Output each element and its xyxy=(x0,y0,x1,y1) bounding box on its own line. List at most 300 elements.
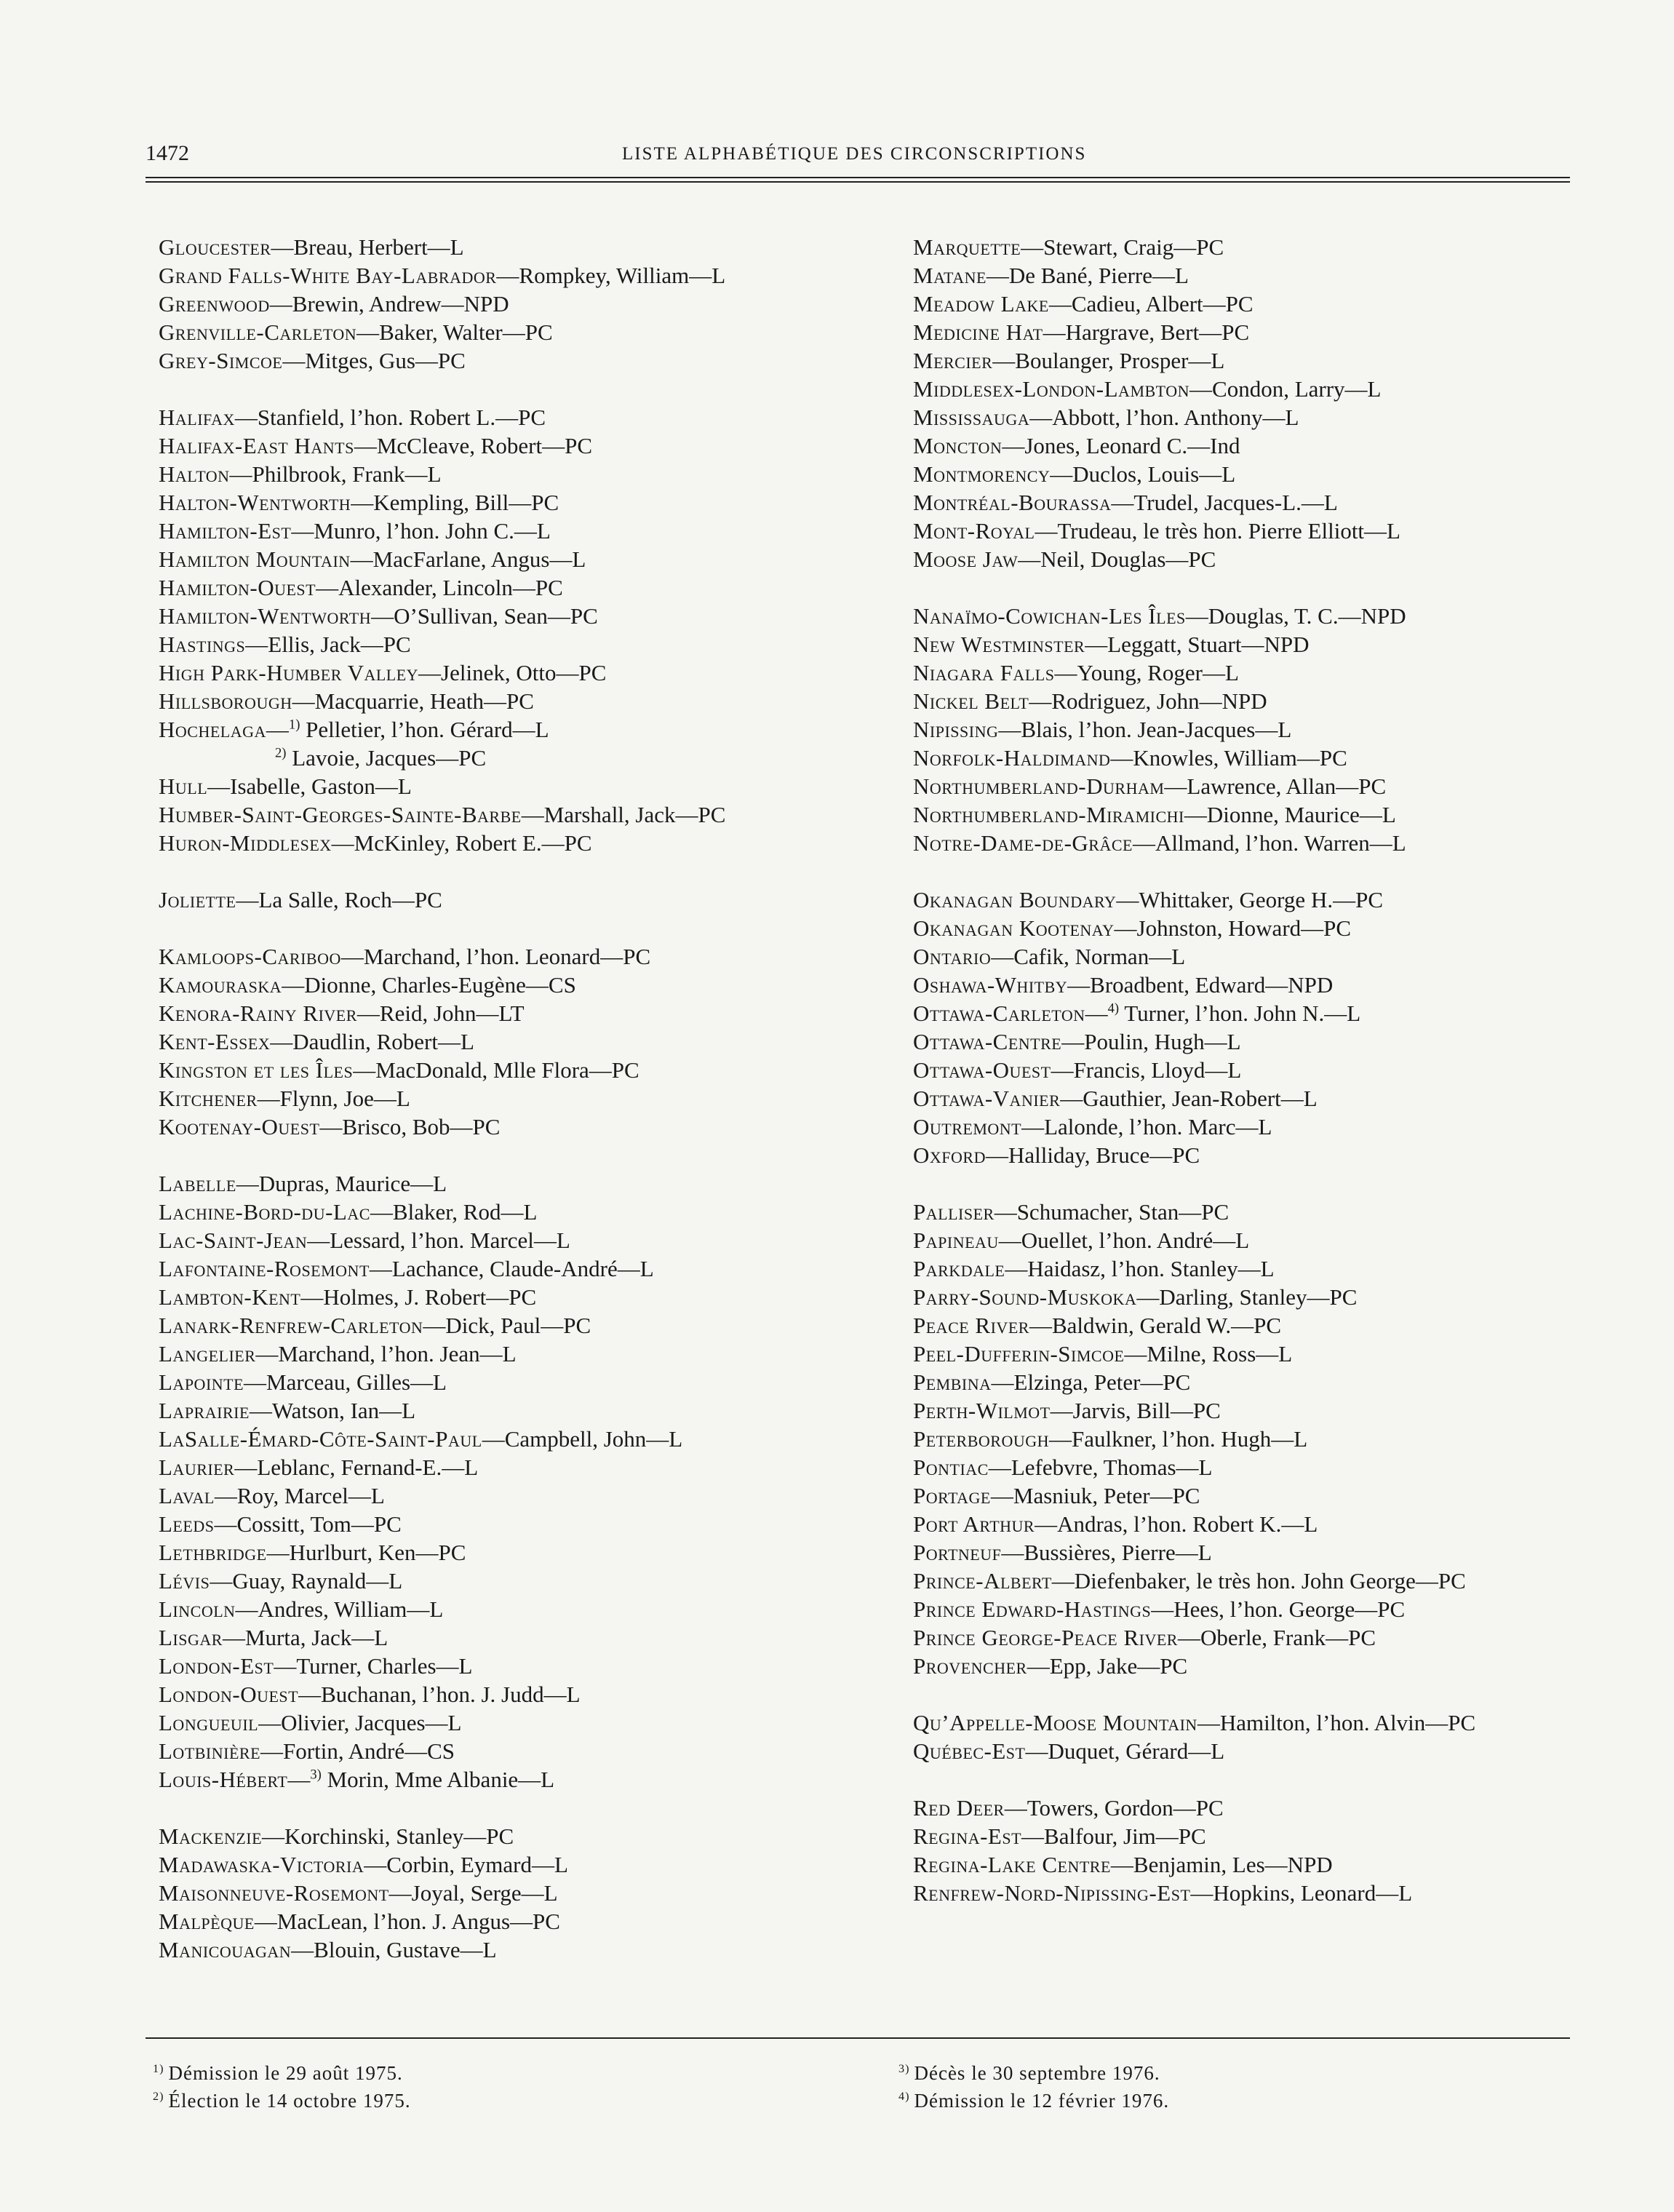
riding-name: Montréal-Bourassa xyxy=(913,490,1112,515)
riding-name: Oshawa-Whitby xyxy=(913,972,1068,998)
riding-entry xyxy=(913,1056,1597,1084)
riding-entry xyxy=(159,971,835,999)
riding-name: Renfrew-Nord-Nipissing-Est xyxy=(913,1880,1191,1906)
riding-name: Leeds xyxy=(159,1511,215,1537)
member-name: Watson, Ian—L xyxy=(271,1398,416,1423)
riding-name: Lincoln xyxy=(159,1596,236,1622)
em-dash: — xyxy=(350,546,373,572)
member-name: Lachance, Claude-André—L xyxy=(391,1256,654,1281)
member-name: Cadieu, Albert—PC xyxy=(1071,291,1253,317)
member-name: Young, Roger—L xyxy=(1077,660,1239,685)
riding-name: Grey-Simcoe xyxy=(159,348,283,373)
em-dash: — xyxy=(423,1313,446,1338)
member-name: Cafik, Norman—L xyxy=(1013,944,1186,969)
riding-name: Halton-Wentworth xyxy=(159,490,351,515)
member-name: Brisco, Bob—PC xyxy=(342,1114,501,1139)
riding-name: Maisonneuve-Rosemont xyxy=(159,1880,389,1906)
riding-name: Ottawa-Centre xyxy=(913,1029,1062,1054)
footnote-mark: 3) xyxy=(898,2062,910,2075)
riding-entry xyxy=(159,999,835,1027)
member-name: Milne, Ross—L xyxy=(1147,1341,1293,1366)
member-name: La Salle, Roch—PC xyxy=(258,887,442,912)
member-name: Francis, Lloyd—L xyxy=(1073,1057,1242,1083)
section-gap xyxy=(913,1765,1597,1794)
riding-name: Mont-Royal xyxy=(913,518,1035,544)
riding-name: Lisgar xyxy=(159,1625,223,1650)
riding-name: Manicouagan xyxy=(159,1937,292,1962)
riding-entry xyxy=(913,1822,1597,1850)
em-dash: — xyxy=(214,1483,237,1508)
em-dash: — xyxy=(1061,1029,1085,1054)
em-dash: — xyxy=(1002,433,1025,458)
riding-name: Niagara Falls xyxy=(913,660,1055,685)
em-dash: — xyxy=(370,1199,393,1225)
em-dash: — xyxy=(1051,1057,1074,1083)
em-dash: — xyxy=(1050,1398,1073,1423)
em-dash: — xyxy=(1136,1284,1160,1310)
riding-name: Ontario xyxy=(913,944,992,969)
riding-name: High Park-Humber Valley xyxy=(159,660,419,685)
em-dash: — xyxy=(236,887,259,912)
footnote-text: Démission le 12 février 1976. xyxy=(914,2090,1170,2112)
em-dash: — xyxy=(1164,773,1187,799)
riding-entry xyxy=(913,659,1597,687)
riding-name: Qu’Appelle-Moose Mountain xyxy=(913,1710,1197,1735)
riding-entry xyxy=(159,1708,835,1737)
riding-name: Okanagan Kootenay xyxy=(913,915,1115,941)
em-dash: — xyxy=(1029,688,1052,714)
em-dash: — xyxy=(282,348,306,373)
em-dash: — xyxy=(1049,1426,1072,1452)
member-name: Jarvis, Bill—PC xyxy=(1072,1398,1221,1423)
em-dash: — xyxy=(331,830,354,856)
riding-name: Kamloops-Cariboo xyxy=(159,944,341,969)
member-name: Blouin, Gustave—L xyxy=(314,1937,497,1962)
riding-name: Grand Falls-White Bay-Labrador xyxy=(159,263,497,288)
riding-entry xyxy=(913,261,1597,290)
footnote xyxy=(153,2059,411,2087)
em-dash: — xyxy=(1048,291,1072,317)
riding-entry xyxy=(159,800,835,829)
member-name: MacFarlane, Angus—L xyxy=(372,546,586,572)
riding-name: Ottawa-Vanier xyxy=(913,1086,1061,1111)
em-dash: — xyxy=(991,944,1014,969)
member-name: Epp, Jake—PC xyxy=(1049,1653,1188,1679)
member-name: Leggatt, Stuart—NPD xyxy=(1107,632,1310,657)
member-name: Condon, Larry—L xyxy=(1212,376,1382,402)
member-name: Andres, William—L xyxy=(258,1596,444,1622)
member-name: Stewart, Craig—PC xyxy=(1043,234,1224,260)
member-name: MacDonald, Mlle Flora—PC xyxy=(375,1057,639,1083)
riding-entry xyxy=(159,942,835,971)
riding-entry xyxy=(159,630,835,659)
em-dash: — xyxy=(236,1171,259,1196)
em-dash: — xyxy=(991,1369,1014,1395)
riding-entry xyxy=(913,1113,1597,1141)
member-name: Trudel, Jacques-L.—L xyxy=(1133,490,1338,515)
riding-name: Prince Edward-Hastings xyxy=(913,1596,1152,1622)
em-dash: — xyxy=(1116,887,1139,912)
em-dash: — xyxy=(249,1398,272,1423)
riding-name: Halton xyxy=(159,461,230,487)
em-dash: — xyxy=(1111,490,1134,515)
section-gap xyxy=(913,1169,1597,1198)
member-name: Marceau, Gilles—L xyxy=(266,1369,447,1395)
riding-name: Laprairie xyxy=(159,1398,250,1423)
member-name: Johnston, Howard—PC xyxy=(1136,915,1352,941)
riding-entry xyxy=(913,1027,1597,1056)
riding-name: Kamouraska xyxy=(159,972,282,998)
em-dash: — xyxy=(229,461,252,487)
footnote-mark: 2) xyxy=(153,2090,164,2103)
em-dash: — xyxy=(1114,915,1137,941)
riding-entry xyxy=(159,1396,835,1425)
riding-entry xyxy=(913,488,1597,517)
riding-entry xyxy=(159,1481,835,1510)
member-name: Munro, l’hon. John C.—L xyxy=(314,518,551,544)
em-dash: — xyxy=(244,1369,267,1395)
riding-name: Matane xyxy=(913,263,987,288)
member-name: Baldwin, Gerald W.—PC xyxy=(1051,1313,1282,1338)
riding-entry xyxy=(159,1113,835,1141)
riding-name: Lambton-Kent xyxy=(159,1284,301,1310)
footnote xyxy=(898,2087,1169,2114)
member-name: Fortin, André—CS xyxy=(283,1738,455,1764)
footnote-mark: 1) xyxy=(288,717,300,733)
riding-entry xyxy=(913,1879,1597,1907)
riding-entry xyxy=(159,1850,835,1879)
riding-entry xyxy=(159,261,835,290)
riding-entry xyxy=(159,829,835,857)
riding-entry xyxy=(159,744,835,772)
em-dash: — xyxy=(316,575,339,600)
riding-entry xyxy=(159,573,835,602)
riding-entry xyxy=(159,1595,835,1623)
member-name: MacLean, l’hon. J. Angus—PC xyxy=(276,1909,560,1934)
riding-name: Hamilton-Est xyxy=(159,518,292,544)
riding-entry xyxy=(913,914,1597,942)
riding-name: Portneuf xyxy=(913,1540,1002,1565)
member-name: Trudeau, le très hon. Pierre Elliott—L xyxy=(1057,518,1400,544)
riding-name: Madawaska-Victoria xyxy=(159,1852,364,1877)
riding-entry xyxy=(913,545,1597,573)
riding-entry xyxy=(159,1283,835,1311)
riding-name: Papineau xyxy=(913,1228,999,1253)
riding-entry xyxy=(159,403,835,431)
member-name: Alexander, Lincoln—PC xyxy=(338,575,563,600)
em-dash: — xyxy=(988,1455,1011,1480)
riding-name: Grenville-Carleton xyxy=(159,319,357,345)
riding-name: Nanaïmo-Cowichan-Les Îles xyxy=(913,603,1186,629)
em-dash: — xyxy=(1110,1852,1133,1877)
riding-name: Kingston et les Îles xyxy=(159,1057,354,1083)
riding-entry xyxy=(159,1453,835,1481)
riding-name: Lac-Saint-Jean xyxy=(159,1228,308,1253)
em-dash: — xyxy=(354,433,377,458)
member-name: Joyal, Serge—L xyxy=(411,1880,558,1906)
footnote-mark: 4) xyxy=(898,2090,910,2103)
riding-name: Hamilton Mountain xyxy=(159,546,351,572)
riding-name: Hamilton-Ouest xyxy=(159,575,316,600)
riding-name: Notre-Dame-de-Grâce xyxy=(913,830,1133,856)
em-dash: — xyxy=(1054,660,1077,685)
member-name: Lavoie, Jacques—PC xyxy=(292,745,487,771)
riding-entry xyxy=(913,1708,1597,1737)
riding-entry xyxy=(159,1652,835,1680)
member-name: Daudlin, Robert—L xyxy=(292,1029,474,1054)
riding-entry xyxy=(913,460,1597,488)
riding-entry xyxy=(913,1850,1597,1879)
riding-entry xyxy=(159,318,835,346)
riding-name: Montmorency xyxy=(913,461,1051,487)
riding-name: Mercier xyxy=(913,348,993,373)
member-name: O’Sullivan, Sean—PC xyxy=(394,603,598,629)
riding-name: Hillsborough xyxy=(159,688,292,714)
footnotes-left xyxy=(153,2059,411,2114)
page-number: 1472 xyxy=(146,141,189,165)
member-name: Jelinek, Otto—PC xyxy=(441,660,607,685)
em-dash: — xyxy=(356,319,380,345)
riding-name: Mackenzie xyxy=(159,1823,263,1849)
member-name: Marshall, Jack—PC xyxy=(543,802,726,827)
section-gap xyxy=(913,1680,1597,1708)
member-name: Lalonde, l’hon. Marc—L xyxy=(1044,1114,1272,1139)
riding-entry xyxy=(913,800,1597,829)
member-name: McCleave, Robert—PC xyxy=(376,433,593,458)
riding-name: Lafontaine-Rosemont xyxy=(159,1256,370,1281)
riding-name: Langelier xyxy=(159,1341,256,1366)
member-name: Guay, Raynald—L xyxy=(232,1568,403,1594)
member-name: Hopkins, Leonard—L xyxy=(1213,1880,1413,1906)
riding-name: Lévis xyxy=(159,1568,210,1594)
riding-entry xyxy=(913,1368,1597,1396)
member-name: Ellis, Jack—PC xyxy=(268,632,411,657)
em-dash: — xyxy=(1050,461,1073,487)
section-gap xyxy=(159,1141,835,1169)
riding-name: Regina-Lake Centre xyxy=(913,1852,1111,1877)
em-dash: — xyxy=(260,1738,284,1764)
riding-name: Parry-Sound-Muskoka xyxy=(913,1284,1137,1310)
riding-entry xyxy=(159,1254,835,1283)
em-dash: — xyxy=(1189,376,1213,402)
member-name: Dick, Paul—PC xyxy=(445,1313,591,1338)
riding-entry xyxy=(913,1737,1597,1765)
riding-name: Kitchener xyxy=(159,1086,258,1111)
riding-entry xyxy=(159,1368,835,1396)
riding-name: Hamilton-Wentworth xyxy=(159,603,372,629)
em-dash: — xyxy=(292,688,315,714)
member-name: Schumacher, Stan—PC xyxy=(1016,1199,1229,1225)
em-dash: — xyxy=(1151,1596,1174,1622)
em-dash: — xyxy=(998,1228,1021,1253)
em-dash: — xyxy=(1029,405,1053,430)
header-rule xyxy=(146,177,1570,183)
left-column xyxy=(159,233,835,1964)
em-dash: — xyxy=(254,1909,277,1934)
member-name: Duquet, Gérard—L xyxy=(1048,1738,1225,1764)
member-name: Isabelle, Gaston—L xyxy=(230,773,412,799)
em-dash: — xyxy=(235,1596,258,1622)
em-dash: — xyxy=(364,1852,387,1877)
member-name: Leblanc, Fernand-E.—L xyxy=(257,1455,479,1480)
member-name: Poulin, Hugh—L xyxy=(1084,1029,1241,1054)
member-name: Dionne, Maurice—L xyxy=(1206,802,1396,827)
footnote xyxy=(898,2059,1169,2087)
riding-entry xyxy=(913,375,1597,403)
riding-entry xyxy=(159,687,835,715)
section-gap xyxy=(159,857,835,886)
riding-entry xyxy=(913,772,1597,800)
em-dash: — xyxy=(222,1625,245,1650)
riding-entry xyxy=(159,1226,835,1254)
em-dash: — xyxy=(1085,1000,1108,1026)
member-name: Cossitt, Tom—PC xyxy=(236,1511,402,1537)
riding-entry xyxy=(913,602,1597,630)
footnote-mark: 2) xyxy=(275,745,287,761)
riding-entry xyxy=(913,1084,1597,1113)
em-dash: — xyxy=(1051,1568,1075,1594)
riding-entry xyxy=(913,1538,1597,1567)
riding-entry xyxy=(159,488,835,517)
em-dash: — xyxy=(418,660,442,685)
member-name: Lawrence, Allan—PC xyxy=(1187,773,1387,799)
em-dash: — xyxy=(271,234,294,260)
footnote xyxy=(153,2087,411,2114)
member-name: Campbell, John—L xyxy=(504,1426,683,1452)
member-name: Reid, John—LT xyxy=(379,1000,525,1026)
riding-entry xyxy=(913,346,1597,375)
member-name: Korchinski, Stanley—PC xyxy=(284,1823,514,1849)
riding-name: Peel-Dufferin-Simcoe xyxy=(913,1341,1125,1366)
em-dash: — xyxy=(994,1199,1017,1225)
em-dash: — xyxy=(207,773,231,799)
em-dash: — xyxy=(1025,1738,1048,1764)
em-dash: — xyxy=(992,348,1016,373)
riding-entry xyxy=(913,942,1597,971)
riding-entry xyxy=(159,431,835,460)
riding-name: Port Arthur xyxy=(913,1511,1035,1537)
riding-entry xyxy=(159,715,835,744)
em-dash: — xyxy=(1004,1795,1027,1821)
member-name: Stanfield, l’hon. Robert L.—PC xyxy=(257,405,546,430)
em-dash: — xyxy=(1177,1625,1200,1650)
riding-entry xyxy=(159,1879,835,1907)
riding-name: LaSalle-Émard-Côte-Saint-Paul xyxy=(159,1426,482,1452)
member-name: Buchanan, l’hon. J. Judd—L xyxy=(321,1682,581,1707)
riding-entry xyxy=(913,1254,1597,1283)
em-dash: — xyxy=(1060,1086,1083,1111)
riding-entry xyxy=(913,403,1597,431)
em-dash: — xyxy=(1184,802,1207,827)
riding-entry xyxy=(913,1567,1597,1595)
member-name: Hamilton, l’hon. Alvin—PC xyxy=(1219,1710,1476,1735)
riding-entry xyxy=(913,1425,1597,1453)
member-name: Brewin, Andrew—NPD xyxy=(292,291,509,317)
em-dash: — xyxy=(1005,1256,1028,1281)
member-name: Knowles, William—PC xyxy=(1133,745,1347,771)
em-dash: — xyxy=(210,1568,233,1594)
member-name: Turner, l’hon. John N.—L xyxy=(1124,1000,1361,1026)
member-name: Boulanger, Prosper—L xyxy=(1015,348,1225,373)
riding-entry xyxy=(159,545,835,573)
riding-entry xyxy=(913,233,1597,261)
member-name: Hees, l’hon. George—PC xyxy=(1173,1596,1406,1622)
em-dash: — xyxy=(1124,1341,1147,1366)
em-dash: — xyxy=(214,1511,237,1537)
riding-entry xyxy=(159,346,835,375)
riding-entry xyxy=(913,1510,1597,1538)
em-dash: — xyxy=(351,490,374,515)
riding-entry xyxy=(159,460,835,488)
riding-entry xyxy=(159,1056,835,1084)
member-name: De Bané, Pierre—L xyxy=(1008,263,1189,288)
riding-name: Nipissing xyxy=(913,717,999,742)
riding-entry xyxy=(913,1652,1597,1680)
em-dash: — xyxy=(298,1682,322,1707)
em-dash: — xyxy=(1035,518,1058,544)
riding-name: Peace River xyxy=(913,1313,1029,1338)
em-dash: — xyxy=(985,1142,1008,1168)
riding-name: Labelle xyxy=(159,1171,236,1196)
member-name: Andras, l’hon. Robert K.—L xyxy=(1057,1511,1318,1537)
member-name: Marchand, l’hon. Jean—L xyxy=(278,1341,517,1366)
em-dash: — xyxy=(262,1823,285,1849)
riding-name: Hull xyxy=(159,773,208,799)
footnotes-right xyxy=(898,2059,1169,2114)
member-name: Hargrave, Bert—PC xyxy=(1065,319,1250,345)
riding-name: Greenwood xyxy=(159,291,270,317)
riding-entry xyxy=(913,1481,1597,1510)
riding-name: Pontiac xyxy=(913,1455,989,1480)
member-name: Darling, Stanley—PC xyxy=(1159,1284,1358,1310)
riding-entry xyxy=(913,715,1597,744)
right-column xyxy=(913,233,1597,1907)
em-dash: — xyxy=(255,1341,279,1366)
em-dash: — xyxy=(257,1086,280,1111)
em-dash: — xyxy=(1001,1540,1024,1565)
footnote-rule xyxy=(146,2037,1570,2039)
member-name: Olivier, Jacques—L xyxy=(281,1710,462,1735)
riding-name: Gloucester xyxy=(159,234,271,260)
riding-name: Kootenay-Ouest xyxy=(159,1114,320,1139)
riding-entry xyxy=(159,1765,835,1794)
member-name: Allmand, l’hon. Warren—L xyxy=(1155,830,1406,856)
riding-name: Marquette xyxy=(913,234,1021,260)
riding-entry xyxy=(913,431,1597,460)
member-name: Murta, Jack—L xyxy=(244,1625,388,1650)
em-dash: — xyxy=(998,717,1021,742)
riding-entry xyxy=(913,1311,1597,1340)
em-dash: — xyxy=(1185,603,1208,629)
riding-entry xyxy=(913,1396,1597,1425)
member-name: Pelletier, l’hon. Gérard—L xyxy=(306,717,549,742)
member-name: Bussières, Pierre—L xyxy=(1024,1540,1212,1565)
em-dash: — xyxy=(319,1114,343,1139)
em-dash: — xyxy=(521,802,544,827)
member-name: Hurlburt, Ken—PC xyxy=(289,1540,466,1565)
em-dash: — xyxy=(1197,1710,1220,1735)
riding-name: Northumberland-Miramichi xyxy=(913,802,1184,827)
riding-name: Hochelaga xyxy=(159,717,266,742)
riding-name: Joliette xyxy=(159,887,236,912)
riding-name: Kenora-Rainy River xyxy=(159,1000,357,1026)
member-name: Masniuk, Peter—PC xyxy=(1013,1483,1200,1508)
riding-name: Halifax xyxy=(159,405,235,430)
member-name: Blaker, Rod—L xyxy=(392,1199,538,1225)
riding-entry xyxy=(913,1453,1597,1481)
member-name: Breau, Herbert—L xyxy=(293,234,464,260)
em-dash: — xyxy=(371,603,394,629)
